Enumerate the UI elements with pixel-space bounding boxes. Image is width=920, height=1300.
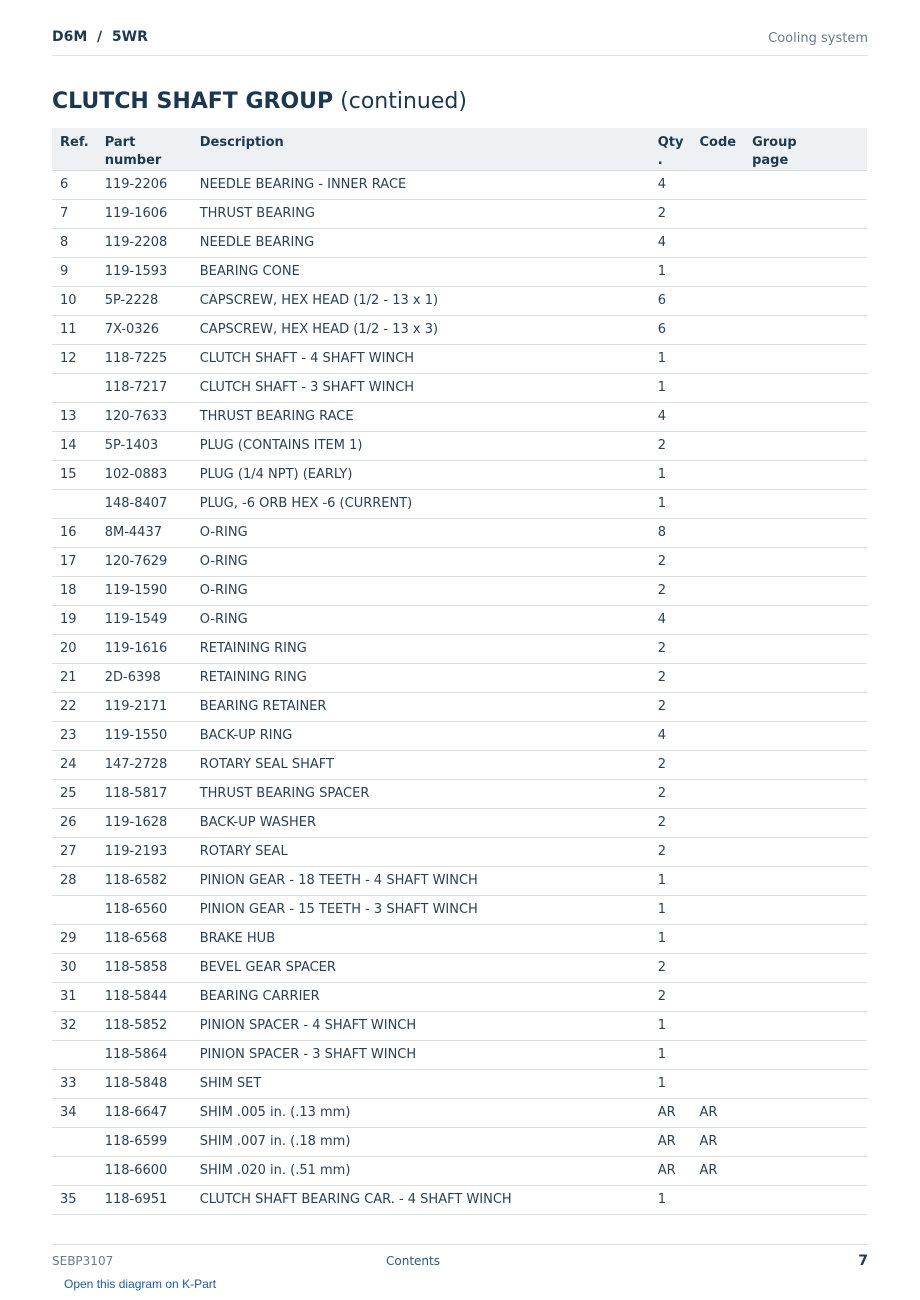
- cell-description: CLUTCH SHAFT - 4 SHAFT WINCH: [192, 345, 650, 374]
- cell-qty: 2: [650, 200, 692, 229]
- cell-code: [691, 519, 744, 548]
- cell-ref: 25: [52, 780, 97, 809]
- table-row: [52, 896, 867, 925]
- cell-code: [691, 1012, 744, 1041]
- cell-part-number: 119-1549: [97, 606, 192, 635]
- cell-code: [691, 867, 744, 896]
- cell-group-page: [744, 1099, 867, 1128]
- cell-qty: 2: [650, 809, 692, 838]
- cell-code: [691, 925, 744, 954]
- cell-description: THRUST BEARING SPACER: [192, 780, 650, 809]
- cell-qty: 6: [650, 287, 692, 316]
- cell-part-number: 147-2728: [97, 751, 192, 780]
- cell-code: [691, 490, 744, 519]
- cell-description: BEARING RETAINER: [192, 693, 650, 722]
- open-diagram-link[interactable]: Open this diagram on K-Part: [64, 1277, 217, 1291]
- cell-part-number: 118-6647: [97, 1099, 192, 1128]
- cell-part-number: 118-5817: [97, 780, 192, 809]
- cell-part-number: 118-5858: [97, 954, 192, 983]
- table-row: [52, 490, 867, 519]
- cell-code: [691, 1186, 744, 1215]
- cell-group-page: [744, 751, 867, 780]
- col-group-page: Group page: [744, 128, 867, 171]
- table-row: [52, 1012, 867, 1041]
- table-row: [52, 1070, 867, 1099]
- cell-part-number: 118-5844: [97, 983, 192, 1012]
- cell-code: [691, 345, 744, 374]
- cell-group-page: [744, 925, 867, 954]
- cell-ref: 8: [52, 229, 97, 258]
- cell-code: [691, 403, 744, 432]
- cell-part-number: 8M-4437: [97, 519, 192, 548]
- cell-part-number: 119-1593: [97, 258, 192, 287]
- cell-part-number: 118-5864: [97, 1041, 192, 1070]
- cell-code: [691, 287, 744, 316]
- cell-code: [691, 548, 744, 577]
- cell-ref: 7: [52, 200, 97, 229]
- cell-code: [691, 606, 744, 635]
- cell-description: BRAKE HUB: [192, 925, 650, 954]
- cell-description: CAPSCREW, HEX HEAD (1/2 - 13 x 1): [192, 287, 650, 316]
- cell-description: SHIM .020 in. (.51 mm): [192, 1157, 650, 1186]
- cell-description: THRUST BEARING RACE: [192, 403, 650, 432]
- cell-group-page: [744, 548, 867, 577]
- table-row: [52, 983, 867, 1012]
- cell-ref: 35: [52, 1186, 97, 1215]
- cell-ref: 28: [52, 867, 97, 896]
- table-row: [52, 954, 867, 983]
- cell-ref: 19: [52, 606, 97, 635]
- cell-part-number: 118-6600: [97, 1157, 192, 1186]
- cell-ref: 24: [52, 751, 97, 780]
- cell-code: [691, 1041, 744, 1070]
- table-row: [52, 316, 867, 345]
- cell-qty: 2: [650, 954, 692, 983]
- cell-ref: [52, 1041, 97, 1070]
- cell-group-page: [744, 577, 867, 606]
- table-row: [52, 1041, 867, 1070]
- cell-ref: [52, 1128, 97, 1157]
- cell-part-number: 2D-6398: [97, 664, 192, 693]
- cell-group-page: [744, 345, 867, 374]
- cell-part-number: 118-5848: [97, 1070, 192, 1099]
- cell-part-number: 120-7633: [97, 403, 192, 432]
- table-row: [52, 577, 867, 606]
- cell-group-page: [744, 374, 867, 403]
- cell-code: [691, 896, 744, 925]
- cell-ref: 27: [52, 838, 97, 867]
- cell-description: PINION SPACER - 4 SHAFT WINCH: [192, 1012, 650, 1041]
- cell-group-page: [744, 461, 867, 490]
- cell-group-page: [744, 1157, 867, 1186]
- table-row: [52, 838, 867, 867]
- contents-link[interactable]: Contents: [386, 1254, 440, 1268]
- cell-code: [691, 461, 744, 490]
- cell-group-page: [744, 838, 867, 867]
- cell-ref: [52, 896, 97, 925]
- cell-description: CLUTCH SHAFT - 3 SHAFT WINCH: [192, 374, 650, 403]
- table-row: [52, 200, 867, 229]
- section-label: Cooling system: [768, 31, 868, 46]
- page-header: [52, 0, 868, 56]
- cell-qty: 2: [650, 664, 692, 693]
- cell-ref: 11: [52, 316, 97, 345]
- cell-ref: 29: [52, 925, 97, 954]
- cell-code: [691, 664, 744, 693]
- cell-code: [691, 374, 744, 403]
- cell-part-number: 119-2171: [97, 693, 192, 722]
- cell-qty: 1: [650, 896, 692, 925]
- cell-code: [691, 577, 744, 606]
- cell-part-number: 118-6599: [97, 1128, 192, 1157]
- cell-part-number: 118-6568: [97, 925, 192, 954]
- cell-qty: AR: [650, 1157, 692, 1186]
- cell-qty: 2: [650, 577, 692, 606]
- cell-group-page: [744, 171, 867, 200]
- cell-code: [691, 983, 744, 1012]
- cell-qty: AR: [650, 1128, 692, 1157]
- cell-part-number: 118-6582: [97, 867, 192, 896]
- cell-part-number: 148-8407: [97, 490, 192, 519]
- cell-description: BEARING CONE: [192, 258, 650, 287]
- table-row: [52, 606, 867, 635]
- cell-code: [691, 316, 744, 345]
- cell-group-page: [744, 983, 867, 1012]
- cell-group-page: [744, 896, 867, 925]
- cell-qty: 2: [650, 693, 692, 722]
- cell-qty: 4: [650, 171, 692, 200]
- cell-part-number: 119-1616: [97, 635, 192, 664]
- table-row: [52, 229, 867, 258]
- table-row: [52, 403, 867, 432]
- cell-code: [691, 635, 744, 664]
- cell-code: [691, 838, 744, 867]
- cell-ref: 15: [52, 461, 97, 490]
- cell-description: BACK-UP RING: [192, 722, 650, 751]
- cell-part-number: 118-5852: [97, 1012, 192, 1041]
- cell-code: [691, 200, 744, 229]
- cell-part-number: 5P-2228: [97, 287, 192, 316]
- cell-ref: 13: [52, 403, 97, 432]
- cell-qty: 1: [650, 345, 692, 374]
- cell-ref: 32: [52, 1012, 97, 1041]
- cell-part-number: 120-7629: [97, 548, 192, 577]
- model-label: D6M / 5WR: [52, 29, 148, 45]
- col-part-number: Part number: [97, 128, 192, 171]
- table-row: [52, 780, 867, 809]
- cell-part-number: 5P-1403: [97, 432, 192, 461]
- title-sub: (continued): [340, 89, 467, 114]
- cell-part-number: 7X-0326: [97, 316, 192, 345]
- cell-group-page: [744, 287, 867, 316]
- table-row: [52, 751, 867, 780]
- cell-ref: 6: [52, 171, 97, 200]
- table-row: [52, 374, 867, 403]
- cell-qty: 4: [650, 722, 692, 751]
- table-row: [52, 461, 867, 490]
- table-row: [52, 664, 867, 693]
- table-row: [52, 548, 867, 577]
- cell-group-page: [744, 867, 867, 896]
- col-description: Description: [192, 128, 650, 171]
- cell-description: ROTARY SEAL SHAFT: [192, 751, 650, 780]
- cell-ref: 33: [52, 1070, 97, 1099]
- cell-part-number: 119-2206: [97, 171, 192, 200]
- cell-group-page: [744, 1070, 867, 1099]
- cell-code: AR: [691, 1099, 744, 1128]
- cell-ref: 14: [52, 432, 97, 461]
- cell-code: [691, 722, 744, 751]
- cell-description: O-RING: [192, 577, 650, 606]
- table-row: [52, 635, 867, 664]
- cell-qty: 1: [650, 374, 692, 403]
- cell-description: O-RING: [192, 519, 650, 548]
- table-row: [52, 287, 867, 316]
- cell-qty: 8: [650, 519, 692, 548]
- cell-code: [691, 432, 744, 461]
- cell-qty: 4: [650, 229, 692, 258]
- cell-qty: 1: [650, 925, 692, 954]
- table-row: [52, 519, 867, 548]
- cell-ref: 18: [52, 577, 97, 606]
- table-row: [52, 432, 867, 461]
- page-footer: [52, 1244, 868, 1275]
- parts-table: [52, 128, 867, 1215]
- cell-ref: 21: [52, 664, 97, 693]
- cell-part-number: 119-2193: [97, 838, 192, 867]
- cell-group-page: [744, 1041, 867, 1070]
- cell-group-page: [744, 490, 867, 519]
- table-row: [52, 1128, 867, 1157]
- table-row: [52, 258, 867, 287]
- cell-ref: 31: [52, 983, 97, 1012]
- cell-qty: 2: [650, 548, 692, 577]
- table-row: [52, 1099, 867, 1128]
- table-row: [52, 693, 867, 722]
- table-row: [52, 809, 867, 838]
- cell-ref: 34: [52, 1099, 97, 1128]
- cell-ref: 17: [52, 548, 97, 577]
- cell-part-number: 119-1606: [97, 200, 192, 229]
- cell-description: BEVEL GEAR SPACER: [192, 954, 650, 983]
- cell-qty: 1: [650, 1186, 692, 1215]
- cell-code: [691, 780, 744, 809]
- cell-ref: [52, 374, 97, 403]
- cell-group-page: [744, 1012, 867, 1041]
- cell-group-page: [744, 954, 867, 983]
- cell-description: RETAINING RING: [192, 664, 650, 693]
- cell-qty: 2: [650, 838, 692, 867]
- cell-code: [691, 229, 744, 258]
- cell-part-number: 118-6951: [97, 1186, 192, 1215]
- col-ref: Ref.: [52, 128, 97, 171]
- cell-description: SHIM .005 in. (.13 mm): [192, 1099, 650, 1128]
- cell-description: BACK-UP WASHER: [192, 809, 650, 838]
- cell-group-page: [744, 809, 867, 838]
- col-code: Code: [691, 128, 744, 171]
- cell-code: [691, 809, 744, 838]
- cell-ref: 20: [52, 635, 97, 664]
- cell-group-page: [744, 780, 867, 809]
- table-body: [52, 171, 867, 1215]
- cell-code: [691, 171, 744, 200]
- cell-part-number: 119-1590: [97, 577, 192, 606]
- cell-group-page: [744, 200, 867, 229]
- cell-qty: 2: [650, 983, 692, 1012]
- cell-qty: 1: [650, 1012, 692, 1041]
- cell-qty: 1: [650, 490, 692, 519]
- cell-part-number: 102-0883: [97, 461, 192, 490]
- cell-description: SHIM SET: [192, 1070, 650, 1099]
- table-row: [52, 1157, 867, 1186]
- cell-code: [691, 693, 744, 722]
- cell-ref: 23: [52, 722, 97, 751]
- cell-qty: AR: [650, 1099, 692, 1128]
- cell-group-page: [744, 693, 867, 722]
- cell-description: PINION GEAR - 15 TEETH - 3 SHAFT WINCH: [192, 896, 650, 925]
- table-row: [52, 1186, 867, 1215]
- cell-group-page: [744, 722, 867, 751]
- cell-qty: 1: [650, 1070, 692, 1099]
- cell-description: NEEDLE BEARING - INNER RACE: [192, 171, 650, 200]
- cell-ref: 12: [52, 345, 97, 374]
- cell-qty: 1: [650, 258, 692, 287]
- cell-ref: 26: [52, 809, 97, 838]
- cell-qty: 1: [650, 867, 692, 896]
- cell-group-page: [744, 664, 867, 693]
- cell-group-page: [744, 316, 867, 345]
- cell-ref: 22: [52, 693, 97, 722]
- cell-qty: 6: [650, 316, 692, 345]
- cell-code: [691, 751, 744, 780]
- page-number: 7: [858, 1253, 868, 1269]
- cell-code: [691, 954, 744, 983]
- cell-description: PLUG, -6 ORB HEX -6 (CURRENT): [192, 490, 650, 519]
- cell-group-page: [744, 519, 867, 548]
- cell-description: SHIM .007 in. (.18 mm): [192, 1128, 650, 1157]
- cell-code: AR: [691, 1157, 744, 1186]
- table-row: [52, 925, 867, 954]
- cell-description: O-RING: [192, 548, 650, 577]
- cell-code: [691, 258, 744, 287]
- cell-ref: 9: [52, 258, 97, 287]
- col-qty: Qty .: [650, 128, 692, 171]
- cell-part-number: 118-7225: [97, 345, 192, 374]
- table-header-row: [52, 128, 867, 171]
- cell-description: THRUST BEARING: [192, 200, 650, 229]
- page-title: [52, 89, 467, 114]
- cell-code: [691, 1070, 744, 1099]
- cell-description: PINION GEAR - 18 TEETH - 4 SHAFT WINCH: [192, 867, 650, 896]
- doc-id: SEBP3107: [52, 1254, 114, 1268]
- cell-ref: 10: [52, 287, 97, 316]
- table-row: [52, 722, 867, 751]
- cell-qty: 2: [650, 635, 692, 664]
- cell-qty: 1: [650, 1041, 692, 1070]
- cell-qty: 2: [650, 780, 692, 809]
- table-row: [52, 345, 867, 374]
- cell-ref: [52, 1157, 97, 1186]
- title-main: CLUTCH SHAFT GROUP: [52, 89, 334, 114]
- cell-qty: 4: [650, 403, 692, 432]
- cell-description: O-RING: [192, 606, 650, 635]
- cell-group-page: [744, 403, 867, 432]
- table-row: [52, 171, 867, 200]
- cell-ref: 16: [52, 519, 97, 548]
- cell-group-page: [744, 432, 867, 461]
- cell-group-page: [744, 1128, 867, 1157]
- cell-group-page: [744, 635, 867, 664]
- cell-description: BEARING CARRIER: [192, 983, 650, 1012]
- cell-description: CLUTCH SHAFT BEARING CAR. - 4 SHAFT WINCH: [192, 1186, 650, 1215]
- cell-part-number: 118-6560: [97, 896, 192, 925]
- cell-qty: 1: [650, 461, 692, 490]
- cell-group-page: [744, 606, 867, 635]
- cell-description: PLUG (CONTAINS ITEM 1): [192, 432, 650, 461]
- cell-ref: [52, 490, 97, 519]
- table-row: [52, 867, 867, 896]
- cell-group-page: [744, 229, 867, 258]
- cell-part-number: 118-7217: [97, 374, 192, 403]
- cell-code: AR: [691, 1128, 744, 1157]
- cell-part-number: 119-1628: [97, 809, 192, 838]
- cell-qty: 2: [650, 432, 692, 461]
- cell-description: ROTARY SEAL: [192, 838, 650, 867]
- cell-qty: 2: [650, 751, 692, 780]
- cell-qty: 4: [650, 606, 692, 635]
- cell-ref: 30: [52, 954, 97, 983]
- cell-description: CAPSCREW, HEX HEAD (1/2 - 13 x 3): [192, 316, 650, 345]
- cell-description: NEEDLE BEARING: [192, 229, 650, 258]
- cell-description: PLUG (1/4 NPT) (EARLY): [192, 461, 650, 490]
- cell-description: PINION SPACER - 3 SHAFT WINCH: [192, 1041, 650, 1070]
- cell-group-page: [744, 258, 867, 287]
- cell-group-page: [744, 1186, 867, 1215]
- cell-part-number: 119-1550: [97, 722, 192, 751]
- cell-part-number: 119-2208: [97, 229, 192, 258]
- cell-description: RETAINING RING: [192, 635, 650, 664]
